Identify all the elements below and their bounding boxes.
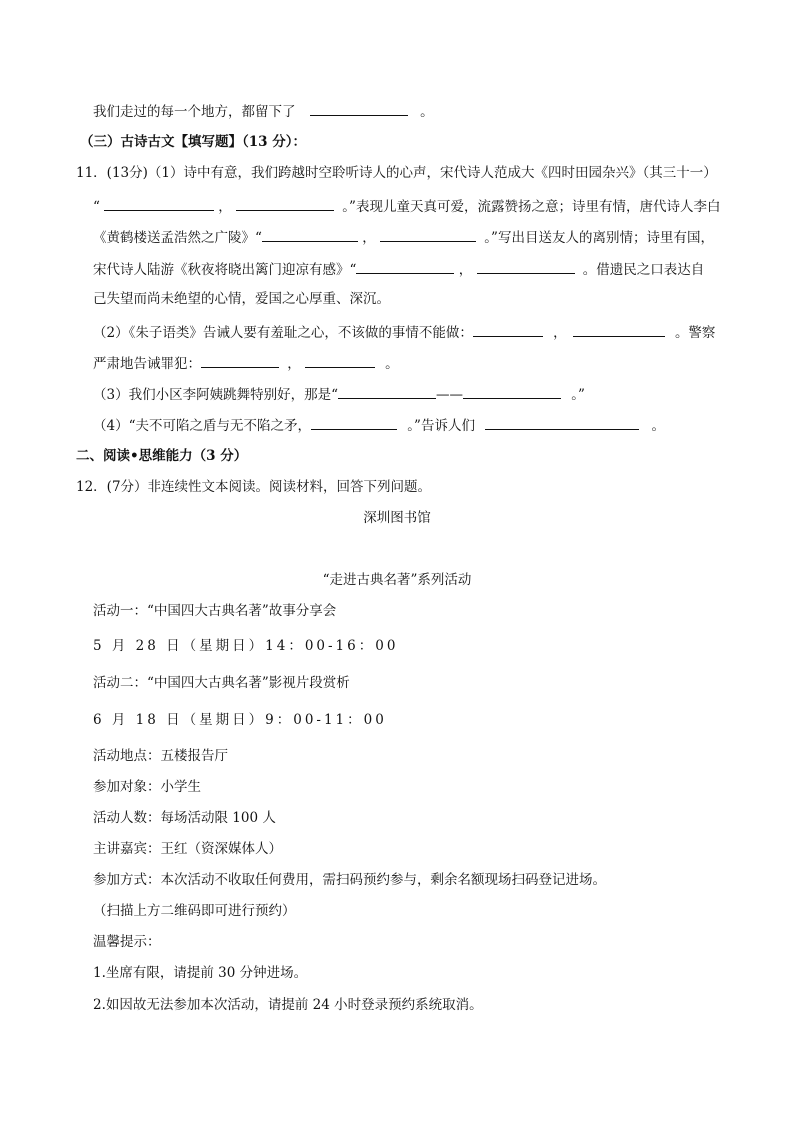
activity-1: 活动一：“中国四大古典名著”故事分享会 (93, 603, 337, 619)
q11-part-4: （4）“夫不可陷之盾与无不陷之矛， 。”告诉人们 。 (93, 415, 665, 435)
answer-blank[interactable] (380, 227, 476, 242)
answer-blank[interactable] (201, 353, 279, 368)
answer-blank[interactable] (338, 384, 436, 399)
answer-blank[interactable] (104, 196, 214, 211)
q11-line-3: 《黄鹤楼送孟浩然之广陵》“ ， 。”写出目送友人的离别情；诗里有国， (93, 227, 714, 247)
tip-2: 2.如因故无法参加本次活动，请提前 24 小时登录预约系统取消。 (93, 997, 483, 1013)
q11-line-2: “ ， 。”表现儿童天真可爱，流露赞扬之意；诗里有情，唐代诗人李白 (93, 196, 720, 216)
q11-line-4: 宋代诗人陆游《秋夜将晓出篱门迎凉有感》“ ， 。借遗民之口表达自 (93, 259, 704, 279)
tips-label: 温馨提示： (93, 934, 161, 950)
q11-part-2b: 严肃地告诫罪犯： ， 。 (93, 353, 399, 373)
answer-blank[interactable] (305, 353, 375, 368)
library-name: 深圳图书馆 (363, 510, 431, 526)
section-3-heading: （三）古诗古文【填写题】（13 分）： (80, 134, 306, 150)
previous-question-tail: 我们走过的每一个地方，都留下了 。 (93, 101, 434, 121)
q11-part-2: （2）《朱子语类》告诫人要有羞耻之心，不该做的事情不能做： ， 。警察 (93, 322, 715, 342)
answer-blank[interactable] (310, 101, 408, 116)
q11-part-3: （3）我们小区李阿姨跳舞特别好，那是“ —— 。” (93, 384, 585, 404)
q12-intro: 12．(7分）非连续性文本阅读。阅读材料，回答下列问题。 (76, 479, 432, 495)
answer-blank[interactable] (573, 322, 665, 337)
activity-2-time: 6 月 18 日（星期日）9：00-11：00 (93, 712, 387, 728)
activity-method: 参加方式：本次活动不收取任何费用，需扫码预约参与，剩余名额现场扫码登记进场。 (93, 872, 606, 888)
answer-blank[interactable] (236, 196, 334, 211)
section-2-heading: 二、阅读•思维能力（3 分） (76, 448, 248, 464)
activity-2: 活动二：“中国四大古典名著”影视片段赏析 (93, 675, 350, 691)
activity-count: 活动人数：每场活动限 100 人 (93, 810, 276, 826)
activity-place: 活动地点：五楼报告厅 (93, 748, 228, 764)
answer-blank[interactable] (485, 415, 639, 430)
scan-note: （扫描上方二维码即可进行预约） (93, 903, 296, 919)
answer-blank[interactable] (311, 415, 397, 430)
answer-blank[interactable] (473, 322, 543, 337)
activity-target: 参加对象：小学生 (93, 779, 201, 795)
q11-line-5: 己失望而尚未绝望的心情，爱国之心厚重、深沉。 (93, 291, 390, 307)
answer-blank[interactable] (463, 384, 561, 399)
activity-1-time: 5 月 28 日（星期日）14：00-16：00 (93, 638, 399, 654)
answer-blank[interactable] (477, 259, 575, 274)
activity-guest: 主讲嘉宾：王红（资深媒体人） (93, 841, 282, 857)
tail-text: 我们走过的每一个地方，都留下了 (93, 104, 296, 120)
q11-line-1: 11．(13分)（1）诗中有意，我们跨越时空聆听诗人的心声，宋代诗人范成大《四时田园杂兴》（其三十一） (76, 165, 717, 181)
activity-series-title: “走进古典名著”系列活动 (322, 572, 472, 588)
tip-1: 1.坐席有限，请提前 30 分钟进场。 (93, 965, 308, 981)
answer-blank[interactable] (262, 227, 358, 242)
answer-blank[interactable] (356, 259, 454, 274)
